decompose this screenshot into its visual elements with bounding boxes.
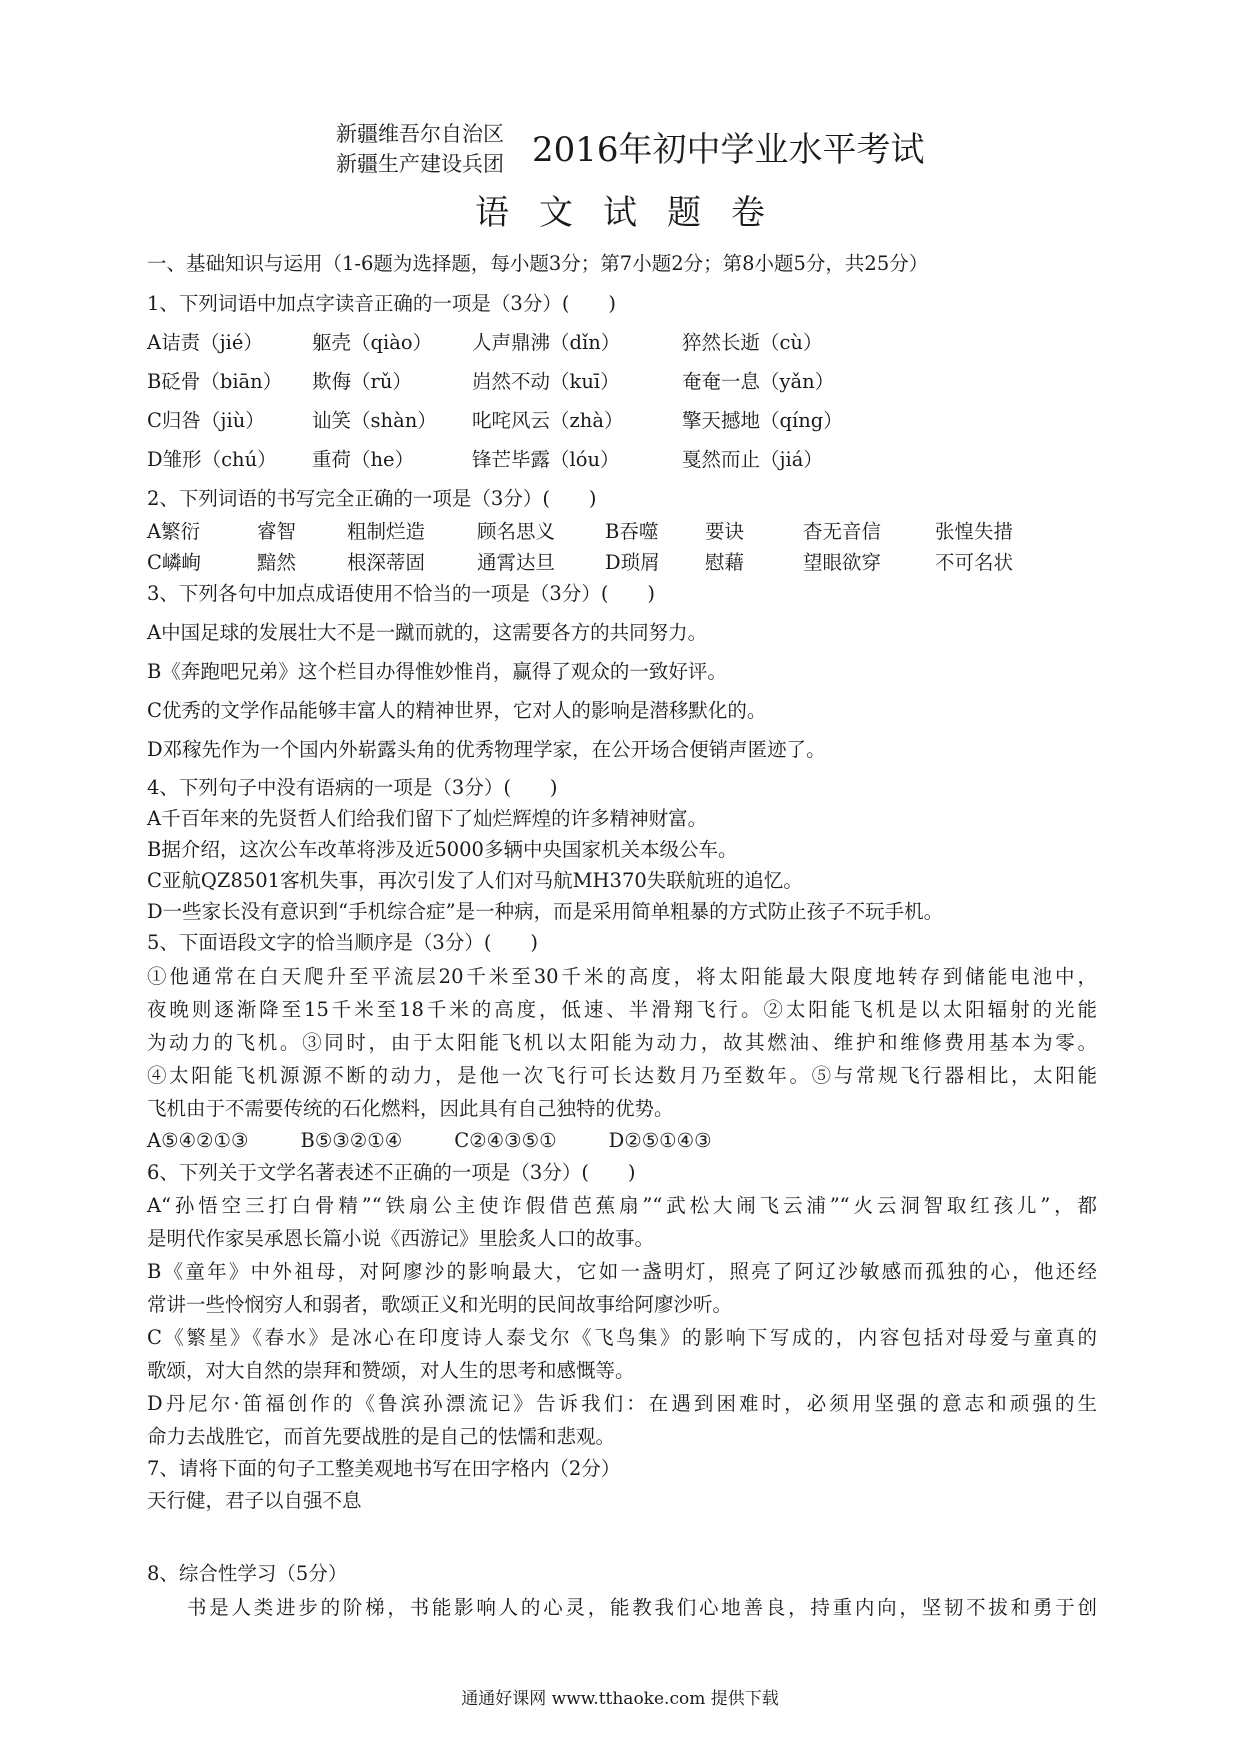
option-a: A中国足球的发展壮大不是一蹴而就的，这需要各方的共同努力。: [147, 621, 708, 644]
option-item: 讪笑（shàn）: [312, 409, 437, 432]
option-c: C②④③⑤①: [454, 1129, 557, 1152]
option-b: B据介绍，这次公车改革将涉及近5000多辆中央国家机关本级公车。: [147, 838, 738, 861]
question-stem: 6、下列关于文学名著表述不正确的一项是（3分）( ): [147, 1161, 636, 1184]
word-item: 慰藉: [705, 551, 745, 574]
option-a: A千百年来的先贤哲人们给我们留下了灿烂辉煌的许多精神财富。: [147, 807, 708, 830]
word-item: 杳无音信: [803, 520, 882, 543]
question-stem: 5、下面语段文字的恰当顺序是（3分）( ): [147, 931, 539, 954]
word-item: 根深蒂固: [347, 551, 426, 574]
option-row-a: [147, 329, 1097, 357]
option-b-line: 常讲一些怜悯穷人和弱者，歌颂正义和光明的民间故事给阿廖沙听。: [147, 1293, 733, 1316]
option-item: 重荷（he）: [312, 448, 415, 471]
question-4: [147, 774, 1097, 926]
question-1: [147, 290, 1097, 474]
paragraph-line: ①他通常在白天爬升至平流层20千米至30千米的高度，将太阳能最大限度地转存到储能电池中，: [147, 965, 1097, 988]
option-d: D邓稼先作为一个国内外崭露头角的优秀物理学家，在公开场合便销声匿迹了。: [147, 738, 826, 761]
word-row-2: [147, 549, 1097, 577]
option-c-line: C《繁星》《春水》是冰心在印度诗人泰戈尔《飞鸟集》的影响下写成的，内容包括对母爱与童真的: [147, 1326, 1097, 1349]
question-7: [147, 1453, 1097, 1517]
option-a-line: 是明代作家吴承恩长篇小说《西游记》里脍炙人口的故事。: [147, 1227, 655, 1250]
option-c: C优秀的文学作品能够丰富人的精神世界，它对人的影响是潜移默化的。: [147, 699, 767, 722]
option-c: C亚航QZ8501客机失事，再次引发了人们对马航MH370失联航班的追忆。: [147, 869, 803, 892]
option-b: B⑤③②①④: [300, 1129, 403, 1152]
word-item: 黯然: [257, 551, 297, 574]
org-line-1: 新疆维吾尔自治区: [336, 122, 504, 146]
writing-grid-space: [147, 1517, 1097, 1557]
word-item: 张惶失措: [935, 520, 1014, 543]
option-item: 叱咤风云（zhà）: [472, 409, 624, 432]
question-5: [147, 929, 1097, 1157]
exam-content: [147, 250, 1097, 1624]
option-d-line: 命力去战胜它，而首先要战胜的是自己的怯懦和悲观。: [147, 1425, 616, 1448]
question-2: [147, 485, 1097, 577]
word-item: D琐屑: [605, 551, 660, 574]
option-b: B《奔跑吧兄弟》这个栏目办得惟妙惟肖，赢得了观众的一致好评。: [147, 660, 727, 683]
option-d: D一些家长没有意识到“手机综合症”是一种病，而是采用简单粗暴的方式防止孩子不玩手机。: [147, 900, 944, 923]
paragraph-line: ④太阳能飞机源源不断的动力，是他一次飞行可长达数月乃至数年。⑤与常规飞行器相比，太阳能: [147, 1064, 1097, 1087]
footer-source: 通通好课网 www.tthaoke.com 提供下载: [461, 1689, 779, 1709]
option-c-line: 歌颂，对大自然的崇拜和赞颂，对人生的思考和感慨等。: [147, 1359, 635, 1382]
word-item: 顾名思义: [477, 520, 556, 543]
word-item: 要诀: [705, 520, 745, 543]
word-item: 粗制烂造: [347, 520, 426, 543]
option-item: 欺侮（rǔ）: [312, 370, 412, 393]
option-d: D②⑤①④③: [608, 1129, 712, 1152]
question-stem: 2、下列词语的书写完全正确的一项是（3分）( ): [147, 487, 597, 510]
paragraph-line: 为动力的飞机。③同时，由于太阳能飞机以太阳能为动力，故其燃油、维护和维修费用基本为零。: [147, 1031, 1097, 1054]
word-row-1: [147, 518, 1097, 546]
option-item: D雏形（chú）: [147, 448, 277, 471]
option-item: 戛然而止（jiá）: [682, 448, 823, 471]
passage-text: 书是人类进步的阶梯，书能影响人的心灵，能教我们心地善良，持重内向，坚韧不拔和勇于创: [187, 1596, 1097, 1619]
word-item: B吞噬: [605, 520, 659, 543]
word-item: 通霄达旦: [477, 551, 556, 574]
exam-header: [336, 118, 976, 182]
question-8: [147, 1557, 1097, 1624]
copy-sentence: 天行健，君子以自强不息: [147, 1489, 362, 1512]
option-a: A⑤④②①③: [147, 1129, 249, 1152]
option-row-d: [147, 446, 1097, 474]
section-title: 一、基础知识与运用（1-6题为选择题，每小题3分；第7小题2分；第8小题5分，共25分）: [147, 252, 929, 275]
option-a-line: A“孙悟空三打白骨精”“铁扇公主使诈假借芭蕉扇”“武松大闹飞云浦”“火云洞智取红孩儿”，都: [147, 1194, 1097, 1217]
question-6: [147, 1157, 1097, 1453]
subject-title: 语文试题卷: [475, 193, 795, 233]
option-item: 猝然长逝（cù）: [682, 331, 823, 354]
option-item: C归咎（jiù）: [147, 409, 265, 432]
word-item: C嶙峋: [147, 551, 201, 574]
org-line-2: 新疆生产建设兵团: [336, 152, 504, 176]
question-stem: 3、下列各句中加点成语使用不恰当的一项是（3分）( ): [147, 582, 656, 605]
option-item: 躯壳（qiào）: [312, 331, 433, 354]
option-item: B砭骨（biān）: [147, 370, 283, 393]
paragraph-line: 夜晚则逐渐降至15千米至18千米的高度，低速、半滑翔飞行。②太阳能飞机是以太阳辐射的光能: [147, 998, 1097, 1021]
option-row-b: [147, 368, 1097, 396]
paragraph-line: 飞机由于不需要传统的石化燃料，因此具有自己独特的优势。: [147, 1097, 674, 1120]
option-row-c: [147, 407, 1097, 435]
option-item: 擎天撼地（qíng）: [682, 409, 843, 432]
option-b-line: B《童年》中外祖母，对阿廖沙的影响最大，它如一盏明灯，照亮了阿辽沙敏感而孤独的心，他还经: [147, 1260, 1097, 1283]
option-item: 锋芒毕露（lóu）: [472, 448, 620, 471]
question-stem: 4、下列句子中没有语病的一项是（3分）( ): [147, 776, 558, 799]
question-stem: 1、下列词语中加点字读音正确的一项是（3分）( ): [147, 292, 617, 315]
exam-title: 2016年初中学业水平考试: [532, 130, 925, 170]
order-options: [147, 1125, 1097, 1157]
option-item: 人声鼎沸（dǐn）: [472, 331, 621, 354]
option-d-line: D丹尼尔·笛福创作的《鲁滨孙漂流记》告诉我们：在遇到困难时，必须用坚强的意志和顽强的生: [147, 1392, 1097, 1415]
option-item: 奄奄一息（yǎn）: [682, 370, 835, 393]
question-stem: 8、综合性学习（5分）: [147, 1562, 348, 1585]
question-stem: 7、请将下面的句子工整美观地书写在田字格内（2分）: [147, 1457, 621, 1480]
option-item: A诘责（jié）: [147, 331, 263, 354]
word-item: 睿智: [257, 520, 297, 543]
word-item: A繁衍: [147, 520, 201, 543]
word-item: 不可名状: [935, 551, 1014, 574]
question-3: [147, 580, 1097, 764]
option-item: 岿然不动（kuī）: [472, 370, 620, 393]
word-item: 望眼欲穿: [803, 551, 882, 574]
